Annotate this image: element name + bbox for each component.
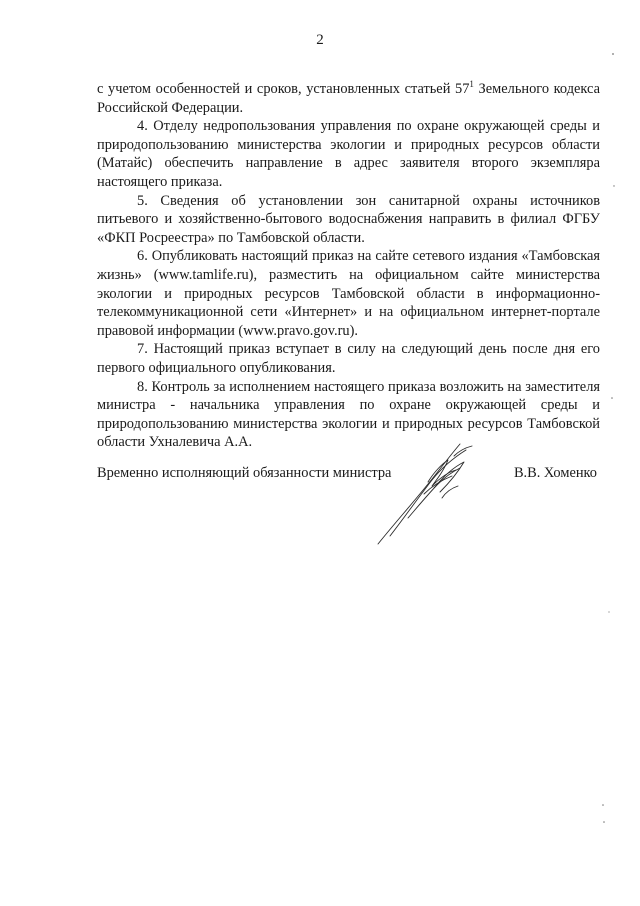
- page-number: 2: [316, 32, 324, 48]
- paragraph-item-7: 7. Настоящий приказ вступает в силу на следующий день после дня его первого официального опубликования.: [97, 341, 600, 376]
- paragraph-item-8: 8. Контроль за исполнением настоящего приказа возложить на заместителя министра - начальника управления по охране окружающей среды и природопользованию министерства экологии и природных ресурсов Тамбовской области Ухналевича А.А.: [97, 378, 600, 451]
- superscript-marker: 1: [469, 79, 474, 90]
- paragraph-text: Земельного кодекса Российской Федерации.: [97, 81, 600, 116]
- paragraph-item-4: 4. Отделу недропользования управления по охране окружающей среды и природопользованию министерства экологии и природных ресурсов области (Матайс) обеспечить направление в адрес заявителя второго экземпляра настоящего приказа.: [97, 118, 600, 190]
- paragraph-item-5: 5. Сведения об установлении зон санитарной охраны источников питьевого и хозяйственно-бытового водоснабжения направить в филиал ФГБУ «ФКП Росреестра» по Тамбовской области.: [97, 192, 600, 246]
- paragraph-item-6: 6. Опубликовать настоящий приказ на сайте сетевого издания «Тамбовская жизнь» (www.tamlife.ru), разместить на официальном сайте министерства экологии и природных ресурсов Тамбовской области в информационно-телекоммуникационной сети «Интернет» и на официальном интернет-портале правовой информации (www.pravo.gov.ru).: [97, 248, 600, 339]
- paragraph-continuation: [97, 80, 600, 117]
- signatory-name: В.В. Хоменко: [513, 465, 597, 481]
- document-body: [97, 80, 600, 452]
- paragraph-text: с учетом особенностей и сроков, установленных статьей 57: [97, 81, 470, 97]
- handwritten-signature: [368, 438, 488, 550]
- signatory-title: Временно исполняющий обязанности министра: [97, 465, 392, 481]
